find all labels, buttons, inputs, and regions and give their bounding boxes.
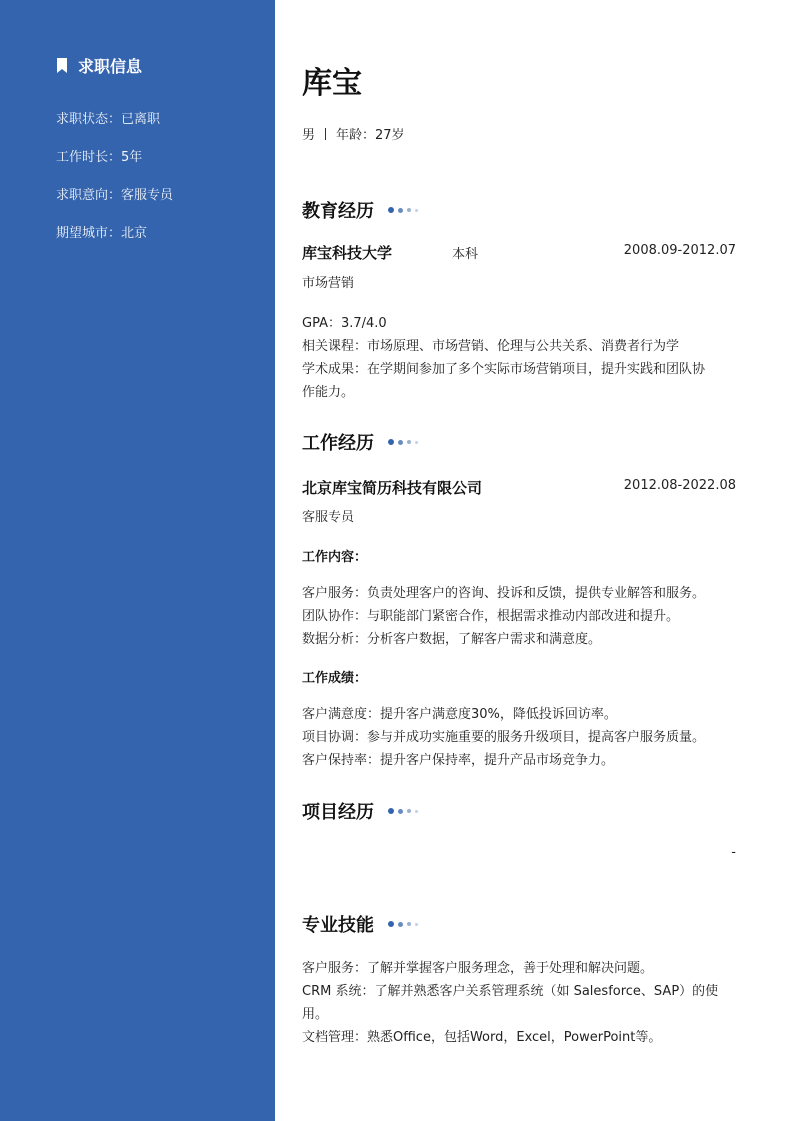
degree: 本科 bbox=[452, 247, 479, 262]
work-duration: 工作时长：5年 bbox=[56, 150, 143, 165]
sidebar-title-text: 求职信息 bbox=[78, 57, 143, 76]
content-item: 团队协作：与职能部门紧密合作，根据需求推动内部改进和提升。 bbox=[302, 609, 680, 624]
skills-heading-text: 专业技能 bbox=[302, 915, 374, 936]
results-title: 工作成绩： bbox=[302, 671, 368, 686]
dots-decoration bbox=[388, 921, 422, 927]
work-heading bbox=[302, 429, 422, 455]
expected-city: 期望城市：北京 bbox=[56, 226, 148, 241]
education-heading bbox=[302, 197, 422, 223]
skills-heading bbox=[302, 911, 422, 937]
school-name: 库宝科技大学 bbox=[302, 244, 393, 262]
result-item: 客户保持率：提升客户保持率，提升产品市场竞争力。 bbox=[302, 753, 615, 768]
content-title: 工作内容： bbox=[302, 550, 368, 565]
job-status: 求职状态：已离职 bbox=[56, 112, 161, 127]
achievements: 学术成果：在学期间参加了多个实际市场营销项目，提升实践和团队协 bbox=[302, 362, 706, 377]
position: 客服专员 bbox=[302, 510, 355, 525]
skill-item: 文档管理：熟悉Office，包括Word，Excel，PowerPoint等。 bbox=[302, 1030, 662, 1045]
sidebar bbox=[0, 0, 275, 1121]
bookmark-icon bbox=[56, 58, 68, 73]
gpa: GPA：3.7/4.0 bbox=[302, 316, 387, 331]
education-heading-text: 教育经历 bbox=[302, 201, 374, 222]
dots-decoration bbox=[388, 439, 422, 445]
divider bbox=[325, 128, 326, 140]
major: 市场营销 bbox=[302, 276, 355, 291]
dots-decoration bbox=[388, 207, 422, 213]
skill-item: CRM 系统：了解并熟悉客户关系管理系统（如 Salesforce、SAP）的使 bbox=[302, 984, 719, 999]
project-dates: - bbox=[731, 845, 736, 860]
age: 年龄：27岁 bbox=[336, 128, 405, 143]
project-heading-text: 项目经历 bbox=[302, 802, 374, 823]
sidebar-title bbox=[56, 54, 142, 77]
skill-item: 客户服务：了解并掌握客户服务理念，善于处理和解决问题。 bbox=[302, 961, 654, 976]
basic-info bbox=[302, 124, 405, 143]
work-heading-text: 工作经历 bbox=[302, 433, 374, 454]
candidate-name: 库宝 bbox=[302, 66, 362, 101]
content-item: 数据分析：分析客户数据，了解客户需求和满意度。 bbox=[302, 632, 602, 647]
result-item: 项目协调：参与并成功实施重要的服务升级项目，提高客户服务质量。 bbox=[302, 730, 706, 745]
courses: 相关课程：市场原理、市场营销、伦理与公共关系、消费者行为学 bbox=[302, 339, 680, 354]
skill-item-cont: 用。 bbox=[302, 1007, 329, 1022]
job-intention: 求职意向：客服专员 bbox=[56, 188, 174, 203]
project-heading bbox=[302, 798, 422, 824]
result-item: 客户满意度：提升客户满意度30%，降低投诉回访率。 bbox=[302, 707, 617, 722]
dots-decoration bbox=[388, 808, 422, 814]
education-dates: 2008.09-2012.07 bbox=[623, 243, 736, 258]
work-dates: 2012.08-2022.08 bbox=[623, 478, 736, 493]
gender: 男 bbox=[302, 128, 316, 143]
content-item: 客户服务：负责处理客户的咨询、投诉和反馈，提供专业解答和服务。 bbox=[302, 586, 706, 601]
company-name: 北京库宝简历科技有限公司 bbox=[302, 479, 483, 497]
achievements-cont: 作能力。 bbox=[302, 385, 355, 400]
